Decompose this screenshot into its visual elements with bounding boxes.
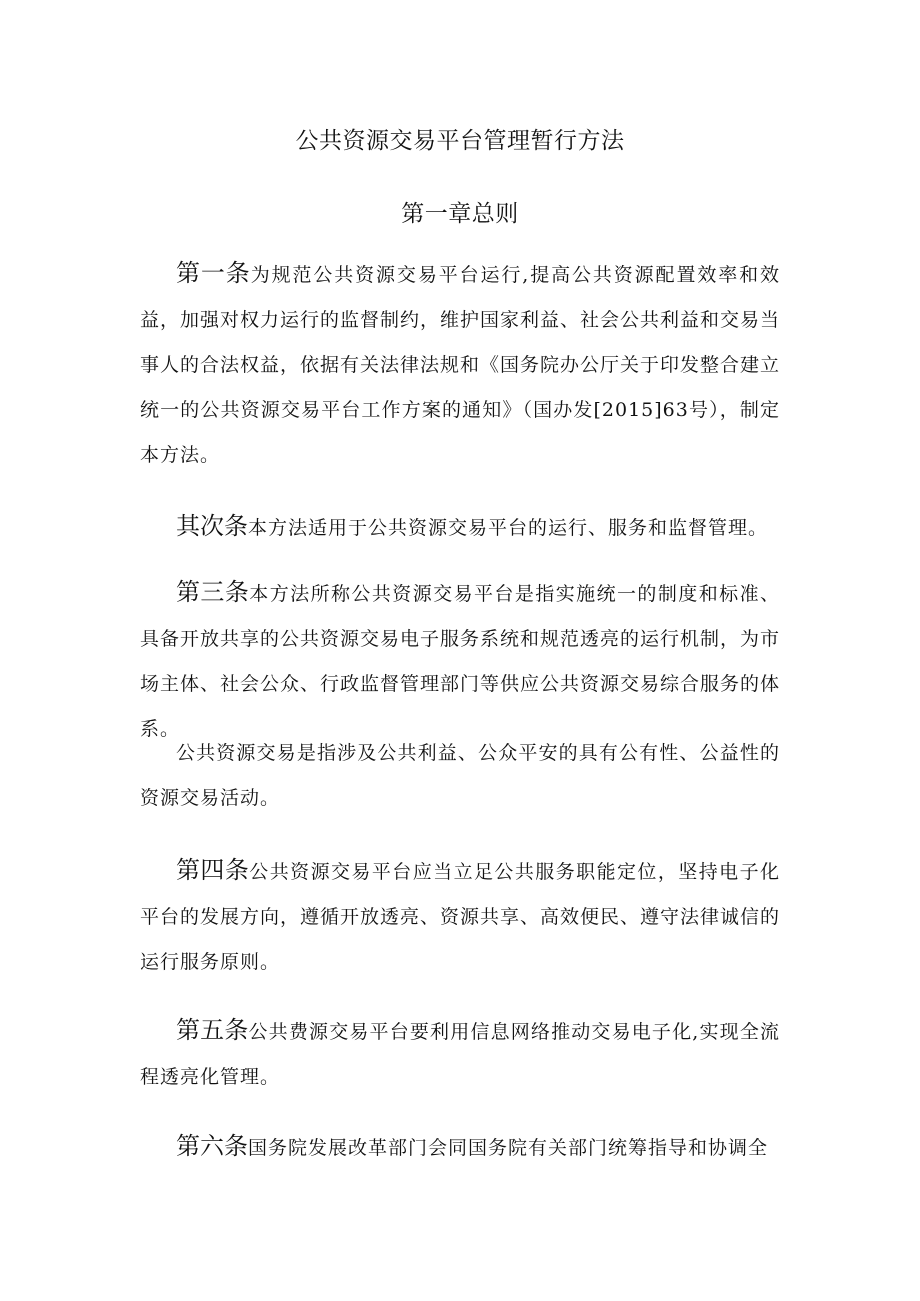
article-label: 第五条	[176, 1016, 249, 1044]
article-label: 其次条	[176, 512, 248, 540]
article-4-paragraph	[140, 848, 780, 985]
article-label: 第六条	[176, 1132, 248, 1160]
article-text: 公共费源交易平台要利用信息网络推动交易电子化,实现全流程透亮化管理。	[140, 1021, 780, 1088]
article-5-paragraph	[140, 1008, 780, 1100]
document-title: 公共资源交易平台管理暂行方法	[295, 128, 625, 154]
chapter-heading: 第一章总则	[401, 201, 519, 227]
article-label: 第一条	[176, 259, 251, 287]
article-6-paragraph	[140, 1124, 780, 1171]
article-text: 公共资源交易是指涉及公共利益、公众平安的具有公有性、公益性的资源交易活动。	[140, 742, 780, 809]
article-label: 第四条	[176, 856, 250, 884]
article-text: 本方法所称公共资源交易平台是指实施统一的制度和标准、具备开放共享的公共资源交易电子服务系统和规范透亮的运行机制，为市场主体、社会公众、行政监督管理部门等供应公共资源交易综合服务的体系。	[140, 583, 781, 740]
article-text: 公共资源交易平台应当立足公共服务职能定位，坚持电子化平台的发展方向，遵循开放透亮、资源共享、高效便民、遵守法律诚信的运行服务原则。	[140, 861, 781, 973]
article-2-paragraph	[140, 504, 780, 551]
article-text: 为规范公共资源交易平台运行,提高公共资源配置效率和效益，加强对权力运行的监督制约，维护国家利益、社会公共利益和交易当事人的合法权益，依据有关法律法规和《国务院办公厅关于印发整合建立统一的公共资源交易平台工作方案的通知》（国办发[2015]63号），制定本方法。	[140, 264, 781, 466]
article-label: 第三条	[176, 578, 250, 606]
article-text: 国务院发展改革部门会同国务院有关部门统筹指导和协调全	[248, 1137, 769, 1159]
article-1-paragraph	[140, 251, 780, 478]
article-3-paragraph	[140, 570, 780, 752]
article-3-continuation-paragraph	[140, 731, 780, 821]
article-text: 本方法适用于公共资源交易平台的运行、服务和监督管理。	[248, 517, 769, 539]
